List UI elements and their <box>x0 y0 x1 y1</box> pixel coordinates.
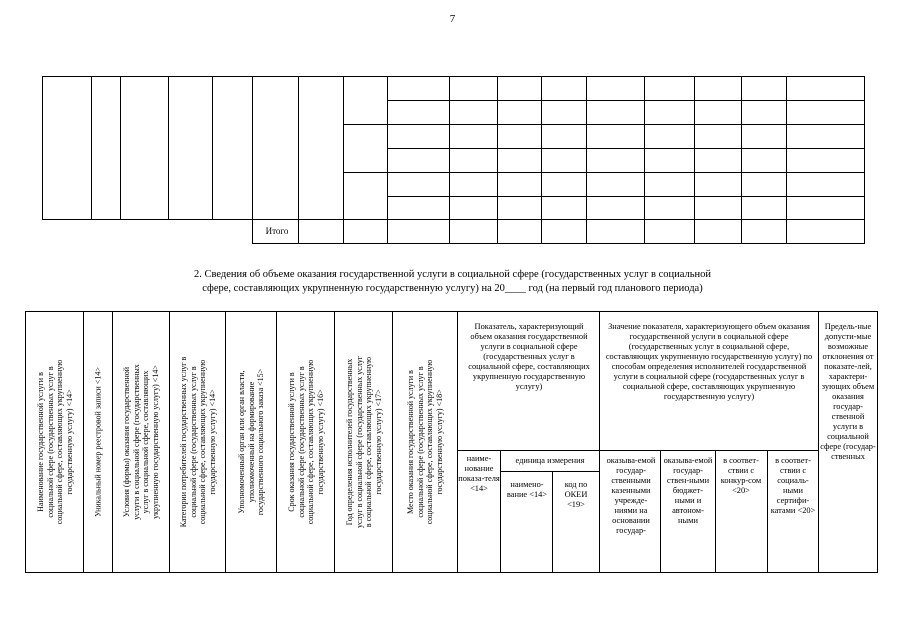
header-text-line: Место оказания государственной услуги в <box>406 370 415 514</box>
header-text-line: услуги в социальной сфере (государственных <box>131 364 141 520</box>
header-text-line: укрупненную государственную услугу) <14> <box>150 365 160 519</box>
header-text-line: Наименование государственной услуги в <box>35 372 45 512</box>
page-number: 7 <box>449 13 456 25</box>
header-social-certificates: в соответ-ствии с социаль-ными сертифи-катами <20> <box>770 456 816 515</box>
header-conditions <box>113 312 169 572</box>
header-indicator-name: наиме-нование показа-теля <14> <box>458 454 500 493</box>
header-registry-number <box>84 312 112 572</box>
table-unit-line <box>500 471 599 472</box>
header-text-line: государственную услугу) <16> <box>315 389 324 495</box>
header-text-line: в социальной сфере, составляющих укрупненную <box>363 356 373 528</box>
table-col-line <box>767 450 768 573</box>
header-unit-name: наимено-вание <14> <box>506 480 548 499</box>
table-col-line <box>552 471 553 573</box>
header-text-line: Уполномоченный орган или орган власти, <box>236 370 246 514</box>
header-determination-year <box>335 312 392 572</box>
table-group-line <box>457 450 818 451</box>
header-text-line: социальной сфере (государственных услуг в <box>296 366 305 518</box>
top-table-col-line <box>449 76 450 244</box>
top-table-col-line <box>252 76 253 244</box>
top-table-col-line <box>497 76 498 244</box>
section-heading-line: сфере, составляющих укрупненную государственную услугу) на 20____ год (на первый год планового периода) <box>202 283 703 294</box>
table-col-line <box>715 450 716 573</box>
header-text-line: государственного социального заказа <15> <box>255 368 265 516</box>
header-text-line: социальной сфере (государственных услуг в <box>415 366 425 518</box>
header-service-place <box>393 312 457 572</box>
top-table-col-line <box>42 76 43 220</box>
header-text-line: социальной сфере, составляющих укрупненную <box>425 359 434 525</box>
header-service-name <box>26 312 83 572</box>
total-label: Итого <box>265 226 289 236</box>
top-table-col-line <box>343 76 344 244</box>
header-text-line: социальной сфере, составляющих укрупненную <box>54 359 64 525</box>
top-table-col-line <box>694 76 695 244</box>
header-text-line: государственную услугу) <14> <box>64 389 73 495</box>
top-table-col-line <box>212 76 213 220</box>
header-budget-institutions: оказыва-емой государ-ствен-ными бюджет-ными и автоном-ными <box>663 456 713 525</box>
top-table-col-line <box>586 76 587 244</box>
header-text-line: государственную услугу) <17> <box>373 389 382 495</box>
table-col-line <box>877 311 878 573</box>
header-service-term <box>277 312 334 572</box>
top-table-col-line <box>120 76 121 220</box>
top-table-row-line <box>387 196 865 197</box>
top-table-col-line <box>91 76 92 220</box>
header-text-line: Условия (формы) оказания государственной <box>122 366 131 518</box>
top-table-col-line <box>786 76 787 244</box>
top-table-col-line <box>644 76 645 244</box>
header-authorized-body <box>226 312 276 572</box>
header-text-line: услуг в социальной сфере, составляющих <box>141 370 150 514</box>
top-table-row-line <box>387 148 865 149</box>
top-table-row-line <box>387 100 865 101</box>
table-col-line <box>599 311 600 573</box>
header-text-line: Срок оказания государственной услуги в <box>286 372 296 512</box>
header-max-deviation: Предель-ные допусти-мые возможные отклонения от показате-лей, характери-зующих объем оказания государ-ственной услуги в социальной сфере (государ-ственных <box>820 322 876 461</box>
header-consumer-categories <box>170 312 225 572</box>
top-table-col-line <box>864 76 865 244</box>
table-col-line <box>660 450 661 573</box>
header-text-line: услуг в социальной сфере (государственных услуг <box>354 355 363 529</box>
header-okei-code: код по ОКЕИ <19> <box>564 480 588 509</box>
header-text-line: Год определения исполнителей государственных <box>344 358 354 526</box>
section-heading-line: 2. Сведения об объеме оказания государственной услуги в социальной сфере (государственных услуг в социальной <box>193 269 712 280</box>
top-table-col-line <box>541 76 542 244</box>
header-text-line: социальной сфере, составляющих укрупненную <box>197 359 207 525</box>
header-state-institutions: оказыва-емой государ-ственными казенными учрежде-ниями на основании государ- <box>606 456 656 535</box>
header-competition: в соответ-ствии с конкур-сом <20> <box>720 456 762 495</box>
header-text-line: социальной сфере (государственных услуг в <box>45 366 54 518</box>
header-indicator-group: Показатель, характеризующий объем оказания государственной услуги в социальной сфере (государственных услуг в социальной сфере, составляющих укрупненную государственную услугу) <box>468 322 590 391</box>
top-table-col-line <box>298 76 299 244</box>
header-text-line: государственную услугу) <18> <box>434 389 444 495</box>
top-table-col-line <box>741 76 742 244</box>
header-text-line: Уникальный номер реестровой записи <14> <box>93 367 103 517</box>
header-text-line: уполномоченный на формирование <box>246 381 256 503</box>
header-value-group: Значение показателя, характеризующего объем оказания государственной услуги в социальной сфере (государственных услуг в социальной сфере, составляющих укрупненную государственную услугу) по способам определения исполнителей государственной услуги в социальной сфере (государственных услуг в социальной сфере, составляющих укрупненную государственную услугу) <box>605 322 813 401</box>
top-table-col-line <box>387 76 388 244</box>
section-heading <box>40 268 865 296</box>
table-border-bottom <box>25 572 878 573</box>
header-text-line: социальной сфере, составляющих укрупненную <box>305 359 315 525</box>
header-text-line: социальной сфере (государственных услуг в <box>188 366 197 518</box>
header-text-line: государственную услугу) <14> <box>207 389 216 495</box>
top-table-col-line <box>168 76 169 220</box>
header-unit-group: единица измерения <box>515 456 585 465</box>
header-text-line: Категории потребителей государственных услуг в <box>178 356 188 528</box>
